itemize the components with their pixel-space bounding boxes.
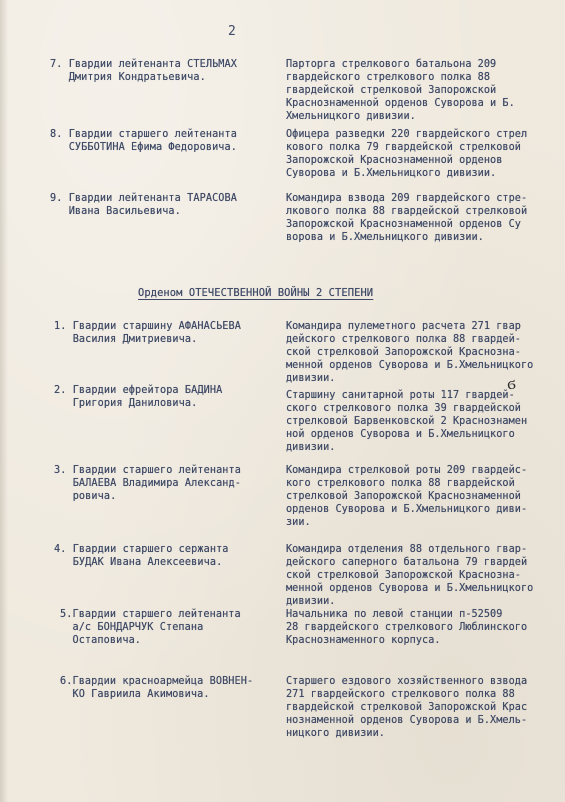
- position-description: Командира отделения 88 отдельного гвар- дейского саперного батальона 79 гвардей ской стрелковой Запорожской Краснозна- менной орденов Суворова и Б.Хмельницкого дивизии.: [286, 544, 534, 607]
- position-description: Командира пулеметного расчета 271 гвар дейского стрелкового полка 88 гвардей- ской стрелковой Запорожской Краснозна- менной орденов Суворова и Б.Хмельницкого дивизии.: [286, 321, 534, 384]
- recipient-name: 3. Гвардии старшего лейтенанта БАЛАЕВА Владимира Александ- ровича.: [54, 465, 242, 502]
- recipient-name: 5.Гвардии старшего лейтенанта а/с БОНДАРЧУК Степана Остаповича.: [60, 609, 241, 646]
- recipient-name: 8. Гвардии старшего лейтенанта СУББОТИНА Ефима Федоровича.: [50, 129, 238, 153]
- position-description: Начальника по левой станции п-52509 28 гвардейского стрелкового Люблинского Краснознаменного корпуса.: [286, 609, 528, 646]
- recipient-name: 1. Гвардии старшину АФАНАСЬЕВА Василия Дмитриевича.: [54, 321, 242, 345]
- position-description: Старшину санитарной роты 117 гвардей- ского стрелкового полка 39 гвардейской стрелковой Барвенковской 2 Краснознамен ной орденов Суворова и Б.Хмельницкого дивизии.: [286, 390, 528, 453]
- page-number: 2: [228, 24, 237, 39]
- position-description: Офицера разведки 220 гвардейского стрел кового полка 79 гвардейской стрелковой Запорожской Краснознаменной орденов Суворова и Б.Хмельницкого дивизии.: [286, 129, 528, 179]
- handwritten-pen-mark-icon: ϭ: [505, 373, 518, 395]
- recipient-name: 4. Гвардии старшего сержанта БУДАК Ивана Алексеевича.: [54, 544, 229, 568]
- recipient-name: 7. Гвардии лейтенанта СТЕЛЬМАХ Дмитрия Кондратьевича.: [50, 59, 238, 83]
- position-description: Старшего ездового хозяйственного взвода 271 гвардейского стрелкового полка 88 гвардейской стрелковой Запорожской Крас нознаменной орденов Суворова и Б.Хмель- ницкого дивизии.: [286, 676, 528, 739]
- position-description: Командира стрелковой роты 209 гвардейс- кого стрелкового полка 88 гвардейской стрелковой Запорожской Краснознаменной орденов Суворова и Б.Хмельницкого диви- зии.: [286, 465, 528, 528]
- position-description: Командира взвода 209 гвардейского стре- лкового полка 88 гвардейской стрелковой Запорожской Краснознаменной орденов Су ворова и Б.Хмельницкого дивизии.: [286, 193, 528, 243]
- recipient-name: 6.Гвардии красноармейца ВОВНЕН- КО Гавриила Акимовича.: [60, 676, 254, 700]
- position-description: Парторга стрелкового батальона 209 гвардейского стрелкового полка 88 гвардейской стрелковой Запорожской Краснознаменной орденов Суворова и Б. Хмельницкого дивизии.: [286, 59, 515, 122]
- page-edge-shadow: [0, 0, 8, 802]
- recipient-name: 9. Гвардии лейтенанта ТАРАСОВА Ивана Васильевича.: [50, 193, 238, 217]
- recipient-name: 2. Гвардии ефрейтора БАДИНА Григория Даниловича.: [54, 385, 223, 409]
- section-heading: Орденом ОТЕЧЕСТВЕННОЙ ВОЙНЫ 2 СТЕПЕНИ: [138, 287, 374, 299]
